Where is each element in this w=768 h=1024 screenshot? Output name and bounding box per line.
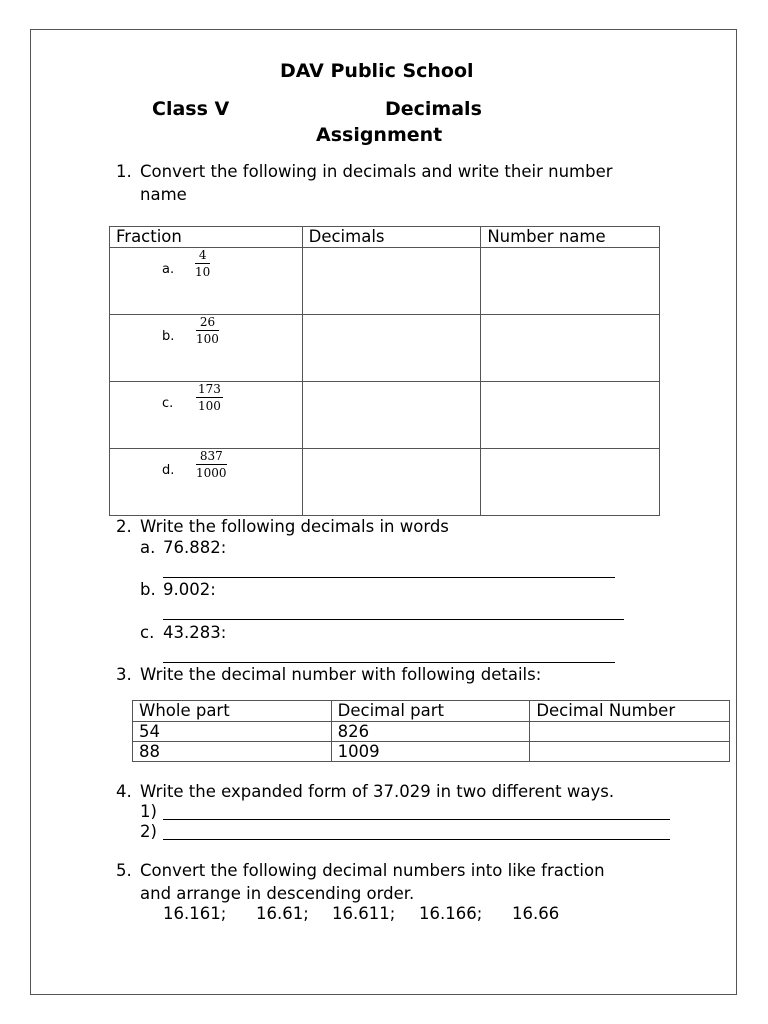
q2-item-value: 76.882: <box>163 538 227 557</box>
q2-item-value: 9.002: <box>163 580 216 599</box>
decimal-answer-cell[interactable] <box>302 315 481 382</box>
whole-part-cell: 88 <box>133 742 332 762</box>
denominator: 100 <box>196 332 219 346</box>
q5-number: 5. <box>116 861 132 880</box>
fraction-c <box>196 382 223 413</box>
table-header: Decimals <box>302 227 481 248</box>
numerator: 173 <box>198 382 221 396</box>
q5-number-item: 16.166; <box>419 904 483 923</box>
row-label: c. <box>162 396 174 411</box>
q5-number-item: 16.66 <box>512 904 560 923</box>
denominator: 100 <box>198 399 221 413</box>
school-name: DAV Public School <box>280 60 474 82</box>
decimal-answer-cell[interactable] <box>302 449 481 516</box>
class-label: Class V <box>152 98 230 120</box>
fraction-d <box>196 449 227 480</box>
numerator: 26 <box>196 315 219 331</box>
q2-text: Write the following decimals in words <box>140 517 449 536</box>
row-label: d. <box>162 463 175 478</box>
q2-number: 2. <box>116 517 132 536</box>
q4-item-label: 1) <box>140 802 157 821</box>
q3-text: Write the decimal number with following details: <box>140 665 542 684</box>
table-header: Fraction <box>110 227 303 248</box>
q1-number: 1. <box>116 162 132 181</box>
q2-item-label: b. <box>140 580 156 599</box>
row-label: b. <box>162 329 175 344</box>
q5-number-item: 16.61; <box>256 904 309 923</box>
answer-line[interactable] <box>163 577 615 578</box>
number-name-answer-cell[interactable] <box>481 382 660 449</box>
table-header: Whole part <box>133 701 332 722</box>
q2-item-value: 43.283: <box>163 623 227 642</box>
q1-text-line2: name <box>140 185 187 204</box>
q2-item-label: c. <box>140 623 155 642</box>
q5-text-line2: and arrange in descending order. <box>140 884 415 903</box>
assignment-label: Assignment <box>316 124 443 146</box>
numerator: 837 <box>196 449 227 465</box>
decimal-answer-cell[interactable] <box>302 382 481 449</box>
answer-line[interactable] <box>163 619 624 620</box>
number-name-answer-cell[interactable] <box>481 449 660 516</box>
q4-number: 4. <box>116 782 132 801</box>
denominator: 10 <box>195 265 211 279</box>
number-name-answer-cell[interactable] <box>481 248 660 315</box>
q4-text: Write the expanded form of 37.029 in two different ways. <box>140 782 615 801</box>
answer-line[interactable] <box>163 839 670 840</box>
decimal-part-cell: 1009 <box>331 742 530 762</box>
decimal-details-table <box>132 700 730 762</box>
table-header: Decimal part <box>331 701 530 722</box>
numerator: 4 <box>195 248 210 264</box>
decimal-answer-cell[interactable] <box>302 248 481 315</box>
q4-item-label: 2) <box>140 822 157 841</box>
answer-line[interactable] <box>163 662 615 663</box>
q3-number: 3. <box>116 665 132 684</box>
table-header: Number name <box>481 227 660 248</box>
row-label: a. <box>162 262 175 277</box>
decimal-part-cell: 826 <box>331 722 530 742</box>
fraction-a <box>195 248 210 279</box>
denominator: 1000 <box>196 466 227 480</box>
fraction-table <box>109 226 660 516</box>
decimal-number-answer-cell[interactable] <box>530 742 730 762</box>
q2-item-label: a. <box>140 538 156 557</box>
decimal-number-answer-cell[interactable] <box>530 722 730 742</box>
subject-label: Decimals <box>385 98 482 120</box>
q5-text-line1: Convert the following decimal numbers into like fraction <box>140 861 605 880</box>
table-header: Decimal Number <box>530 701 730 722</box>
answer-line[interactable] <box>163 819 670 820</box>
q5-number-item: 16.611; <box>332 904 396 923</box>
fraction-b <box>196 315 219 346</box>
q5-number-item: 16.161; <box>163 904 227 923</box>
number-name-answer-cell[interactable] <box>481 315 660 382</box>
q1-text-line1: Convert the following in decimals and write their number <box>140 162 613 181</box>
whole-part-cell: 54 <box>133 722 332 742</box>
